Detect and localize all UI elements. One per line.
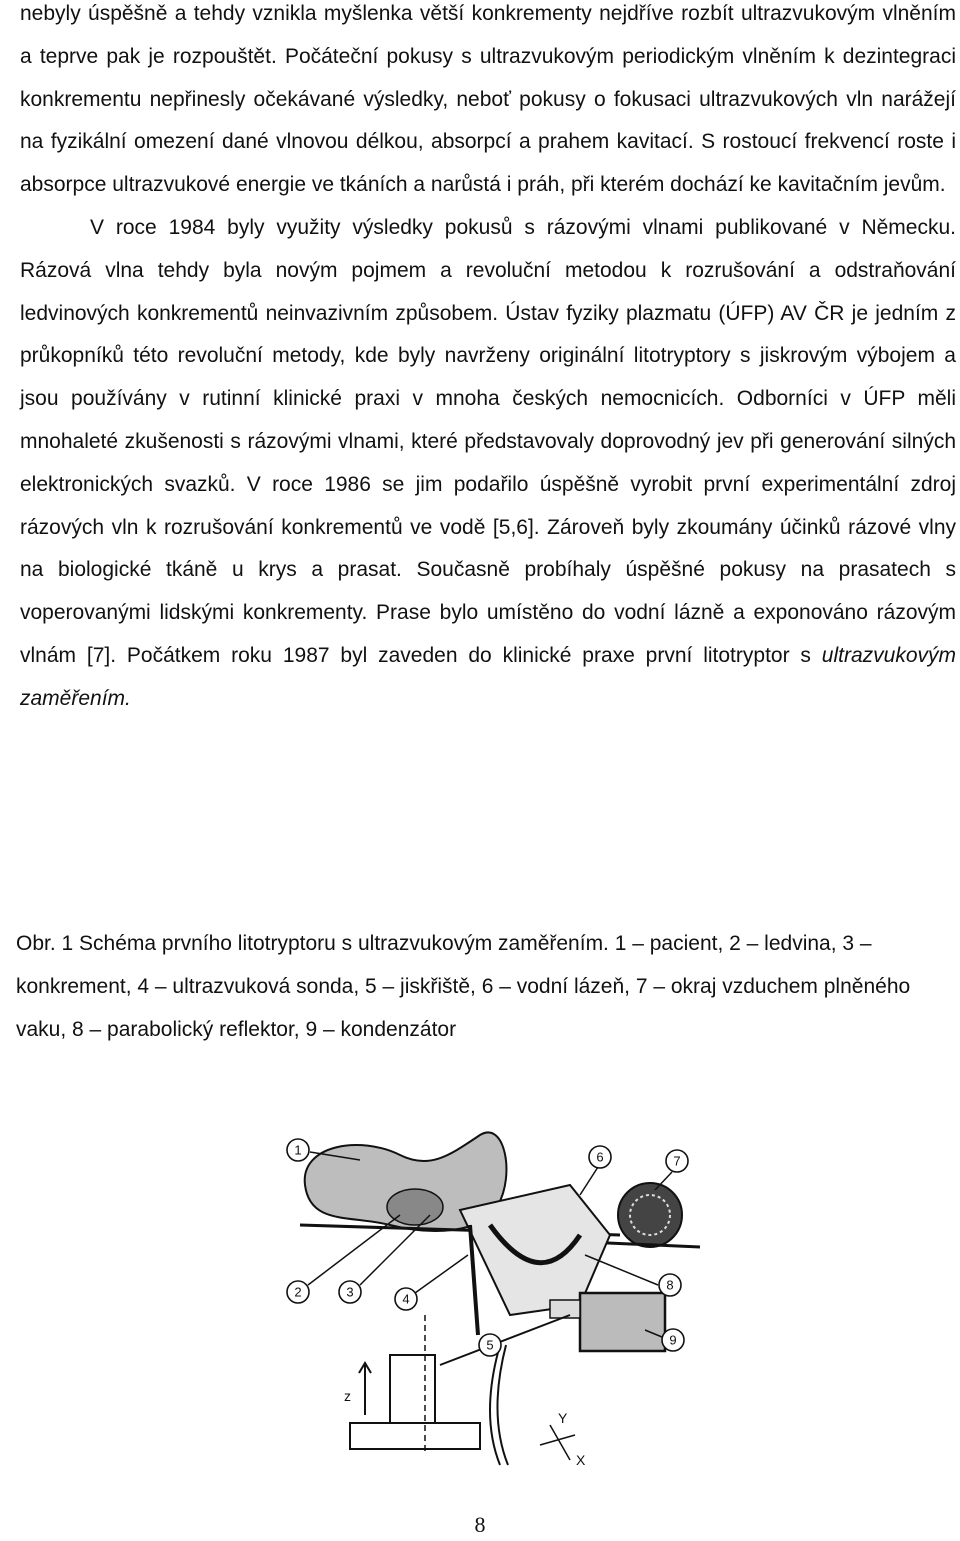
axis-z-label: z — [344, 1388, 351, 1404]
marker-6 — [580, 1146, 611, 1195]
paragraph-2 — [20, 207, 956, 721]
svg-text:7: 7 — [673, 1153, 681, 1169]
airbag-edge-shape — [618, 1183, 682, 1247]
pedestal-shape — [390, 1355, 435, 1425]
axis-x-label: X — [576, 1452, 586, 1468]
svg-text:6: 6 — [596, 1149, 604, 1165]
marker-8 — [585, 1255, 681, 1296]
kidney-shape — [387, 1189, 443, 1225]
base-shape — [350, 1423, 480, 1449]
body-text — [20, 0, 956, 721]
lithotripter-schematic — [240, 1115, 720, 1475]
capacitor-shape — [580, 1293, 665, 1351]
emphasis-text: ultrazvukovým zaměřením. — [20, 643, 956, 710]
svg-text:8: 8 — [666, 1277, 674, 1293]
marker-5 — [479, 1334, 501, 1356]
figure-caption: Obr. 1 Schéma prvního litotryptoru s ultrazvukovým zaměřením. 1 – pacient, 2 – ledvina, 3 – konkrement, 4 – ultrazvuková sonda, 5 – jiskřiště, 6 – vodní lázeň, 7 – okraj vzduchem plněného vaku, 8 – parabolický reflektor, 9 – kondenzátor — [16, 932, 911, 1041]
svg-text:9: 9 — [669, 1332, 677, 1348]
paragraph-1: nebyly úspěšně a tehdy vznikla myšlenka větší konkrementy nejdříve rozbít ultrazvukovým vlněním a teprve pak je rozpouštět. Počáteční pokusy s ultrazvukovým periodickým vlněním k dezintegraci konkrementu nepřinesly očekávané výsledky, neboť pokusy o fokusaci ultrazvukových vln narážejí na fyzikální omezení dané vlnovou délkou, absorpcí a prahem kavitací. S rostoucí frekvencí roste i absorpce ultrazvukové energie ve tkáních a narůstá i práh, při kterém dochází ke kavitačním jevům. — [20, 2, 956, 197]
page-number: 8 — [474, 1512, 486, 1537]
svg-text:1: 1 — [294, 1142, 302, 1158]
svg-text:3: 3 — [346, 1284, 354, 1300]
svg-text:2: 2 — [294, 1284, 302, 1300]
axis-y-label: Y — [558, 1410, 568, 1426]
svg-text:4: 4 — [402, 1291, 410, 1307]
svg-text:5: 5 — [486, 1337, 494, 1353]
marker-4 — [395, 1255, 468, 1310]
marker-7 — [655, 1150, 688, 1190]
paragraph-2-text: V roce 1984 byly využity výsledky pokusů s rázovými vlnami publikované v Německu. Rázová vlna tehdy byla novým pojmem a revoluční metodou k rozrušování a odstraňování ledvinových konkrementů neinvazivním způsobem. Ústav fyziky plazmatu (ÚFP) AV ČR je jedním z průkopníků této revoluční metody, kde byly navrženy originální litotryptory s jiskrovým výbojem a jsou používány v rutinní klinické praxi v mnoha českých nemocnicích. Odborníci v ÚFP měli mnohaleté zkušenosti s rázovými vlnami, které představovaly doprovodný jev při generování silných elektronických svazků. V roce 1986 se jim podařilo úspěšně vyrobit první experimentální zdroj rázových vln k rozrušování konkrementů ve vodě [5,6]. Zároveň byly zkoumány účinků rázové vlny na biologické tkáně u krys a prasat. Současně probíhaly úspěšné pokusy na prasatech s voperovanými lidskými konkrementy. Prase bylo umístěno do vodní lázně a exponováno rázovým vlnám [7]. Počátkem roku 1987 byl zaveden do klinické praxe první litotryptor s — [20, 215, 956, 667]
